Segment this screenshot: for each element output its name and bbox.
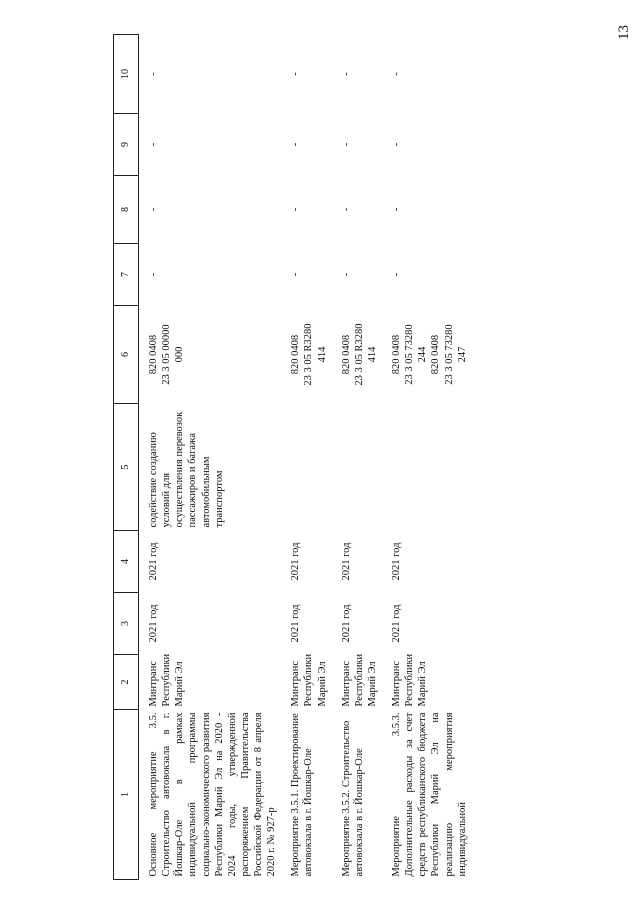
budget-code-line: 414: [316, 346, 328, 363]
column-number: 2: [114, 655, 139, 710]
value-cell: -: [290, 72, 302, 76]
value-cell: -: [391, 142, 402, 147]
activity-cell: Основное мероприятие 3.5. Строительство автовокзала в г. Йошкар-Оле в рамках индивидуальной программы социально-экономического развития Республики Марий Эл на 2020 - 2024 годы, утвержденной распоряжением Правительства Российской Федерации от 8 апреля 2020 г. № 927-р: [148, 712, 278, 877]
value-cell: -: [340, 72, 352, 76]
activity-cell: Мероприятие 3.5.3. Дополнительные расходы за счет средств республиканского бюджета Республики Марий Эл на реализацию мероприятия индивидуальной: [391, 712, 468, 877]
budget-code-line: 820 0408: [430, 334, 442, 375]
column-number: 9: [114, 114, 139, 176]
column-number: 1: [114, 710, 139, 880]
budget-code-line: 820 0408: [340, 334, 352, 375]
column-number: 7: [114, 244, 139, 306]
value-cell: -: [340, 272, 352, 277]
budget-code-cell: [380, 306, 470, 404]
result-cell: [279, 404, 329, 531]
value-cell: -: [340, 207, 352, 212]
table-row: [279, 35, 329, 880]
value-cell: -: [391, 272, 402, 277]
budget-code-line: 820 0408: [290, 334, 302, 375]
column-number: 10: [114, 35, 139, 114]
table-row: [139, 35, 280, 880]
result-cell: [330, 404, 380, 531]
result-cell: содействие созданию условий для осуществления перевозок пассажиров и багажа автомобильным транспортом: [148, 411, 225, 528]
budget-code-line: 820 0408: [148, 334, 159, 375]
budget-code-line: 244: [417, 346, 429, 363]
value-cell: -: [290, 207, 302, 212]
budget-code-line: 23 3 05 73280: [404, 324, 416, 385]
executor-cell: Минтранс Республики Марий Эл: [340, 653, 378, 707]
column-number: 4: [114, 531, 139, 593]
table-header-row: [114, 35, 139, 880]
budget-code-line: 23 3 05 00000: [161, 324, 173, 385]
column-number: 3: [114, 593, 139, 655]
value-cell: -: [148, 272, 159, 277]
budget-code-line: 820 0408: [391, 334, 402, 375]
column-number: 5: [114, 404, 139, 531]
budget-code-line: 414: [366, 346, 378, 363]
end-cell: 2021 год: [340, 542, 352, 581]
start-cell: 2021 год: [148, 604, 159, 643]
value-cell: -: [391, 207, 402, 212]
budget-code-line: 23 3 05 73280: [443, 324, 455, 385]
end-cell: 2021 год: [391, 542, 402, 581]
value-cell: -: [290, 142, 302, 147]
table-row: [330, 35, 380, 880]
value-cell: -: [148, 207, 159, 212]
rotated-table-region: [113, 35, 618, 880]
column-number: 8: [114, 176, 139, 244]
start-cell: 2021 год: [340, 604, 352, 643]
budget-code-cell: [139, 306, 280, 404]
executor-cell: Минтранс Республики Марий Эл: [391, 653, 429, 707]
result-cell: [380, 404, 470, 531]
budget-code-cell: [330, 306, 380, 404]
value-cell: -: [148, 72, 159, 76]
budget-table: [113, 34, 470, 880]
value-cell: -: [340, 142, 352, 147]
end-cell: 2021 год: [290, 542, 302, 581]
budget-code-line: 247: [456, 346, 468, 363]
budget-code-line: 000: [174, 346, 186, 363]
table-row: [380, 35, 470, 880]
value-cell: -: [148, 142, 159, 147]
end-cell: 2021 год: [148, 542, 159, 581]
activity-cell: Мероприятие 3.5.2. Строительство автовокзала в г. Йошкар-Оле: [340, 720, 365, 877]
column-number: 6: [114, 306, 139, 404]
start-cell: 2021 год: [391, 604, 402, 643]
value-cell: -: [290, 272, 302, 277]
budget-code-line: 23 3 05 R3280: [353, 323, 365, 386]
executor-cell: Минтранс Республики Марий Эл: [290, 653, 328, 707]
start-cell: 2021 год: [290, 604, 302, 643]
page-number: 13: [616, 25, 632, 40]
budget-code-cell: [279, 306, 329, 404]
budget-code-line: 23 3 05 R3280: [303, 323, 315, 386]
value-cell: -: [391, 72, 402, 76]
executor-cell: Минтранс Республики Марий Эл: [148, 653, 186, 707]
activity-cell: Мероприятие 3.5.1. Проектирование автовокзала в г. Йошкар-Оле: [290, 713, 315, 877]
